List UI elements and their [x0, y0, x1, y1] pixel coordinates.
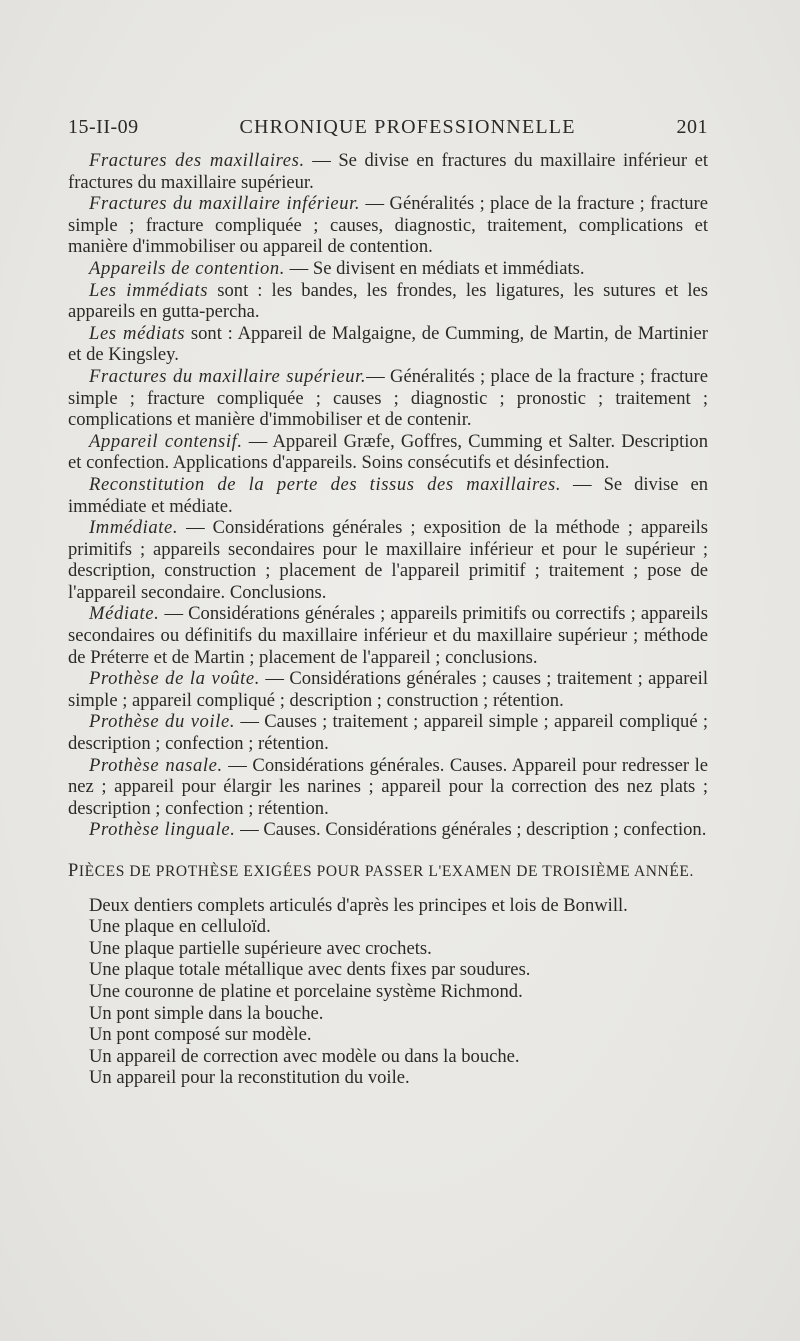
- paragraph: [68, 323, 708, 366]
- paragraph-text: — Se divise en fractures du maxillaire inférieur et fractures du maxillaire supérieur.: [68, 150, 708, 193]
- paragraph-text: — Généralités ; place de la fracture ; fracture simple ; fracture compliquée ; causes, diagnostic, traitement, complications et manière d'immobiliser ou appareil de contention.: [68, 193, 708, 258]
- pieces-intro: Deux dentiers complets articulés d'après les principes et lois de Bonwill.: [89, 894, 628, 916]
- paragraph-text: — Se divisent en médiats et immédiats.: [285, 257, 585, 279]
- paragraph: [68, 193, 708, 258]
- paragraph: [68, 819, 708, 841]
- paragraph: [68, 474, 708, 517]
- paragraph: [68, 366, 708, 431]
- list-item: Une plaque totale métallique avec dents fixes par soudures.: [89, 959, 531, 981]
- paragraph-lead: Les immédiats: [89, 279, 209, 301]
- paragraph-lead: Prothèse de la voûte.: [89, 668, 261, 690]
- paragraph-lead: Appareils de contention.: [89, 257, 285, 279]
- paragraph: [68, 755, 708, 820]
- paragraph-lead: Fractures des maxillaires.: [89, 150, 305, 171]
- paragraph-text: sont : Appareil de Malgaigne, de Cumming, de Martin, de Martinier et de Kingsley.: [68, 322, 708, 366]
- paragraph-lead: Prothèse nasale.: [89, 754, 223, 776]
- running-header: [68, 116, 708, 139]
- paragraph: [68, 711, 708, 754]
- paragraph: [68, 668, 708, 711]
- paragraph: [68, 150, 708, 193]
- paragraph-text: — Considérations générales ; exposition de la méthode ; appareils primitifs ; appareils secondaires pour le maxillaire inférieur et pour le supérieur ; description, construction ; placement de l'appareil primitif ; traitement ; pose de l'appareil secondaire. Conclusions.: [68, 517, 708, 603]
- list-item: Un pont simple dans la bouche.: [89, 1002, 324, 1024]
- section-heading: [68, 861, 708, 883]
- list-item: Un pont composé sur modèle.: [89, 1024, 312, 1046]
- paragraph: [68, 517, 708, 603]
- list-item: Une couronne de platine et porcelaine système Richmond.: [89, 980, 523, 1002]
- paragraph: [68, 431, 708, 474]
- header-title: CHRONIQUE PROFESSIONNELLE: [239, 116, 576, 138]
- paragraph-lead: Prothèse linguale.: [89, 819, 236, 841]
- paragraph-lead: Immédiate.: [89, 517, 179, 539]
- paragraph-lead: Reconstitution de la perte des tissus des maxillaires.: [89, 473, 562, 495]
- body-text: [68, 150, 708, 1089]
- paragraph-lead: Prothèse du voile.: [89, 711, 236, 733]
- paragraph-lead: Fractures du maxillaire inférieur.: [89, 193, 361, 215]
- paragraph-lead: Appareil contensif.: [89, 430, 243, 452]
- paragraph-text: — Appareil Græfe, Goffres, Cumming et Salter. Description et confection. Applications d'appareils. Soins consécutifs et désinfection.: [68, 430, 708, 474]
- paragraph: [68, 280, 708, 323]
- list-item: Un appareil pour la reconstitution du voile.: [89, 1067, 410, 1089]
- list-item: Une plaque en celluloïd.: [89, 916, 271, 938]
- paragraph: [68, 603, 708, 668]
- page-number: 201: [676, 116, 708, 138]
- section-heading-initial: P: [68, 861, 79, 881]
- paragraph-text: — Causes ; traitement ; appareil simple ; appareil compliqué ; description ; confection ; rétention.: [68, 711, 708, 755]
- paragraph-text: — Considérations générales ; appareils primitifs ou correctifs ; appareils secondaires ou définitifs du maxillaire inférieur et du maxillaire supérieur ; méthode de Préterre et de Martin ; placement de l'appareil ; conclusions.: [68, 603, 708, 668]
- header-date: 15-II-09: [68, 116, 139, 138]
- list-item: Un appareil de correction avec modèle ou dans la bouche.: [89, 1045, 520, 1067]
- paragraph-text: sont : les bandes, les frondes, les ligatures, les sutures et les appareils en gutta-percha.: [68, 279, 708, 323]
- section-heading-text: IÈCES DE PROTHÈSE EXIGÉES POUR PASSER L'EXAMEN DE TROISIÈME ANNÉE.: [78, 863, 694, 880]
- paragraph-text: — Considérations générales. Causes. Appareil pour redresser le nez ; appareil pour élargir les narines ; appareil pour la correction des nez plats ; description ; confection ; rétention.: [68, 754, 708, 819]
- paragraph-text: — Causes. Considérations générales ; description ; confection.: [235, 819, 707, 841]
- paragraph-lead: Médiate.: [89, 603, 160, 625]
- paragraph-text: — Se divise en immédiate et médiate.: [68, 473, 708, 517]
- paragraph-lead: Les médiats: [89, 322, 186, 344]
- paragraph-text: — Généralités ; place de la fracture ; fracture simple ; fracture compliquée ; causes ; diagnostic ; pronostic ; traitement ; complications et manière d'immobiliser et de contenir.: [68, 365, 708, 431]
- paragraph-text: — Considérations générales ; causes ; traitement ; appareil simple ; appareil compliqué ; description ; construction ; rétention.: [68, 668, 708, 711]
- paragraph-lead: Fractures du maxillaire supérieur.: [89, 365, 367, 387]
- paragraph: [68, 258, 708, 280]
- list-item: Une plaque partielle supérieure avec crochets.: [89, 937, 432, 959]
